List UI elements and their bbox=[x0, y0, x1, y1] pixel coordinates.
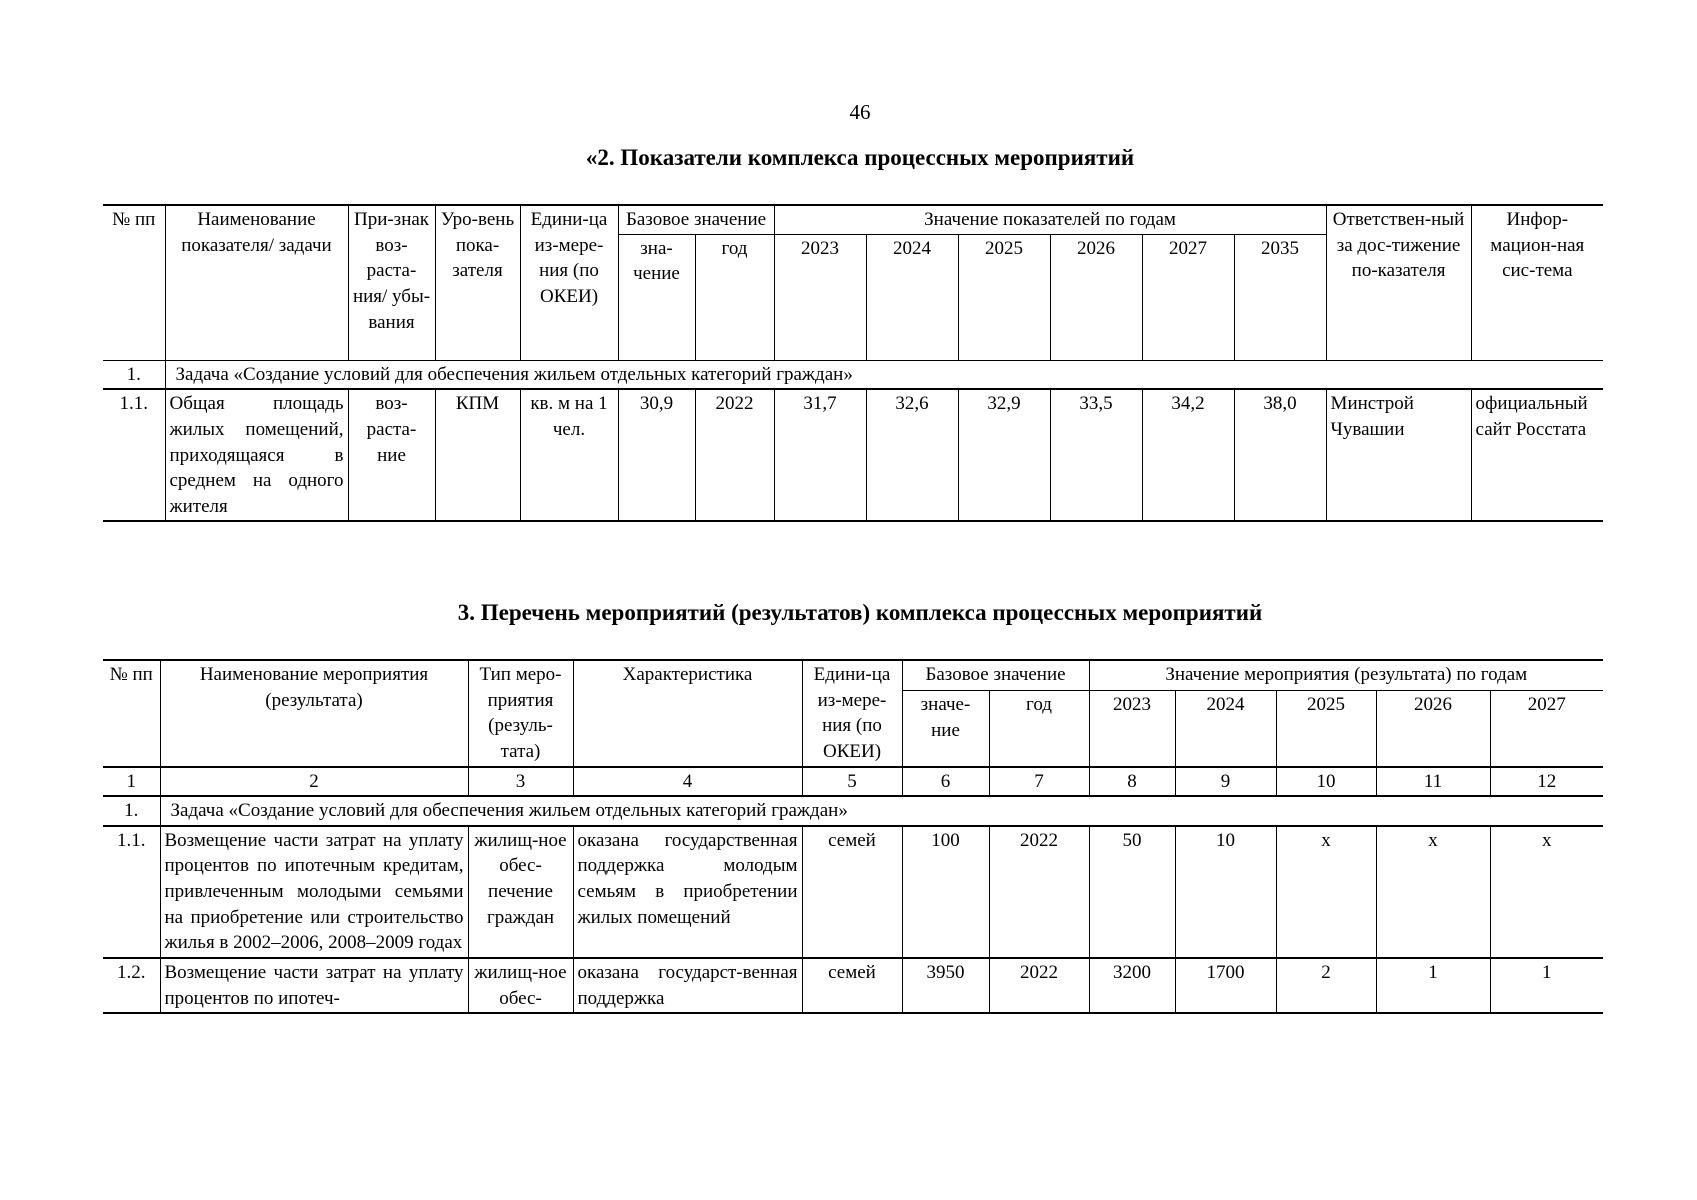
col-base-value-header: значе-ние bbox=[902, 691, 989, 767]
activity-characteristic: оказана государст-венная поддержка bbox=[573, 958, 802, 1013]
col-base-header: Базовое значение bbox=[902, 660, 1089, 691]
year-value: 38,0 bbox=[1234, 389, 1326, 521]
col-year-header: 2023 bbox=[1089, 691, 1175, 767]
year-value: 1 bbox=[1490, 958, 1603, 1013]
column-number: 10 bbox=[1276, 767, 1376, 797]
activity-name: Возмещение части затрат на уплату процентов по ипотеч- bbox=[160, 958, 468, 1013]
task-text: Задача «Создание условий для обеспечения жильем отдельных категорий граждан» bbox=[165, 360, 1603, 389]
table-row bbox=[103, 389, 1603, 521]
year-value: х bbox=[1376, 826, 1490, 958]
year-value: 1700 bbox=[1175, 958, 1276, 1013]
task-text: Задача «Создание условий для обеспечения жильем отдельных категорий граждан» bbox=[160, 796, 1603, 826]
col-year-header: 2027 bbox=[1142, 234, 1234, 360]
column-number: 12 bbox=[1490, 767, 1603, 797]
base-value: 100 bbox=[902, 826, 989, 958]
col-name-header: Наименование показателя/ задачи bbox=[165, 205, 348, 360]
col-year-header: 2024 bbox=[866, 234, 958, 360]
year-value: 34,2 bbox=[1142, 389, 1234, 521]
column-number: 9 bbox=[1175, 767, 1276, 797]
task-row bbox=[103, 796, 1603, 826]
activity-unit: семей bbox=[802, 958, 902, 1013]
section-2-title: «2. Показатели комплекса процессных мероприятий bbox=[585, 145, 1135, 170]
row-num: 1.1. bbox=[103, 826, 160, 958]
table-row bbox=[103, 958, 1603, 1013]
year-value: х bbox=[1490, 826, 1603, 958]
column-number: 7 bbox=[989, 767, 1089, 797]
column-number: 1 bbox=[103, 767, 160, 797]
col-base-value-header: зна-чение bbox=[618, 234, 695, 360]
col-values-by-year-header: Значение мероприятия (результата) по годам bbox=[1089, 660, 1603, 691]
column-numbers-row bbox=[103, 767, 1603, 797]
col-year-header: 2024 bbox=[1175, 691, 1276, 767]
year-value: х bbox=[1276, 826, 1376, 958]
col-num-header: № пп bbox=[103, 205, 165, 360]
year-value: 32,9 bbox=[958, 389, 1050, 521]
col-sign-header: При-знак воз-раста-ния/ убы-вания bbox=[348, 205, 435, 360]
section-3-title: 3. Перечень мероприятий (результатов) комплекса процессных мероприятий bbox=[457, 600, 1263, 625]
activity-type: жилищ-ное обес- bbox=[468, 958, 573, 1013]
activities-table bbox=[103, 659, 1603, 1014]
col-year-header: 2026 bbox=[1050, 234, 1142, 360]
indicator-unit: кв. м на 1 чел. bbox=[520, 389, 618, 521]
responsible: Минстрой Чувашии bbox=[1326, 389, 1471, 521]
row-num: 1.1. bbox=[103, 389, 165, 521]
activity-type: жилищ-ное обес-печение граждан bbox=[468, 826, 573, 958]
col-type-header: Тип меро-приятия (резуль-тата) bbox=[468, 660, 573, 767]
base-value: 3950 bbox=[902, 958, 989, 1013]
column-number: 11 bbox=[1376, 767, 1490, 797]
col-responsible-header: Ответствен-ный за дос-тижение по-казателя bbox=[1326, 205, 1471, 360]
col-num-header: № пп bbox=[103, 660, 160, 767]
indicator-level: КПМ bbox=[435, 389, 520, 521]
year-value: 50 bbox=[1089, 826, 1175, 958]
base-year: 2022 bbox=[989, 826, 1089, 958]
column-number: 2 bbox=[160, 767, 468, 797]
task-num: 1. bbox=[103, 360, 165, 389]
page-number: 46 bbox=[849, 100, 871, 124]
year-value: 2 bbox=[1276, 958, 1376, 1013]
col-unit-header: Едини-ца из-мере-ния (по ОКЕИ) bbox=[802, 660, 902, 767]
column-number: 8 bbox=[1089, 767, 1175, 797]
base-year: 2022 bbox=[695, 389, 774, 521]
col-info-system-header: Инфор-мацион-ная сис-тема bbox=[1471, 205, 1603, 360]
base-value: 30,9 bbox=[618, 389, 695, 521]
indicator-name: Общая площадь жилых помещений, приходящаяся в среднем на одного жителя bbox=[165, 389, 348, 521]
col-characteristic-header: Характеристика bbox=[573, 660, 802, 767]
table-row bbox=[103, 826, 1603, 958]
year-value: 3200 bbox=[1089, 958, 1175, 1013]
year-value: 32,6 bbox=[866, 389, 958, 521]
info-system: официальный сайт Росстата bbox=[1471, 389, 1603, 521]
col-values-by-year-header: Значение показателей по годам bbox=[774, 205, 1326, 234]
activity-name: Возмещение части затрат на уплату процентов по ипотечным кредитам, привлеченным молодыми семьями на приобретение или строительство жилья в 2002–2006, 2008–2009 годах bbox=[160, 826, 468, 958]
column-number: 4 bbox=[573, 767, 802, 797]
task-num: 1. bbox=[103, 796, 160, 826]
col-year-header: 2023 bbox=[774, 234, 866, 360]
year-value: 33,5 bbox=[1050, 389, 1142, 521]
column-number: 3 bbox=[468, 767, 573, 797]
year-value: 31,7 bbox=[774, 389, 866, 521]
col-base-header: Базовое значение bbox=[618, 205, 774, 234]
column-number: 6 bbox=[902, 767, 989, 797]
col-base-year-header: год bbox=[695, 234, 774, 360]
activity-characteristic: оказана государственная поддержка молодым семьям в приобретении жилых помещений bbox=[573, 826, 802, 958]
base-year: 2022 bbox=[989, 958, 1089, 1013]
col-base-year-header: год bbox=[989, 691, 1089, 767]
indicators-table bbox=[103, 204, 1603, 522]
col-year-header: 2035 bbox=[1234, 234, 1326, 360]
col-year-header: 2025 bbox=[1276, 691, 1376, 767]
col-year-header: 2027 bbox=[1490, 691, 1603, 767]
col-name-header: Наименование мероприятия (результата) bbox=[160, 660, 468, 767]
col-level-header: Уро-вень пока-зателя bbox=[435, 205, 520, 360]
task-row bbox=[103, 360, 1603, 389]
indicator-sign: воз-раста-ние bbox=[348, 389, 435, 521]
year-value: 1 bbox=[1376, 958, 1490, 1013]
col-unit-header: Едини-ца из-мере-ния (по ОКЕИ) bbox=[520, 205, 618, 360]
activity-unit: семей bbox=[802, 826, 902, 958]
year-value: 10 bbox=[1175, 826, 1276, 958]
column-number: 5 bbox=[802, 767, 902, 797]
row-num: 1.2. bbox=[103, 958, 160, 1013]
col-year-header: 2025 bbox=[958, 234, 1050, 360]
col-year-header: 2026 bbox=[1376, 691, 1490, 767]
